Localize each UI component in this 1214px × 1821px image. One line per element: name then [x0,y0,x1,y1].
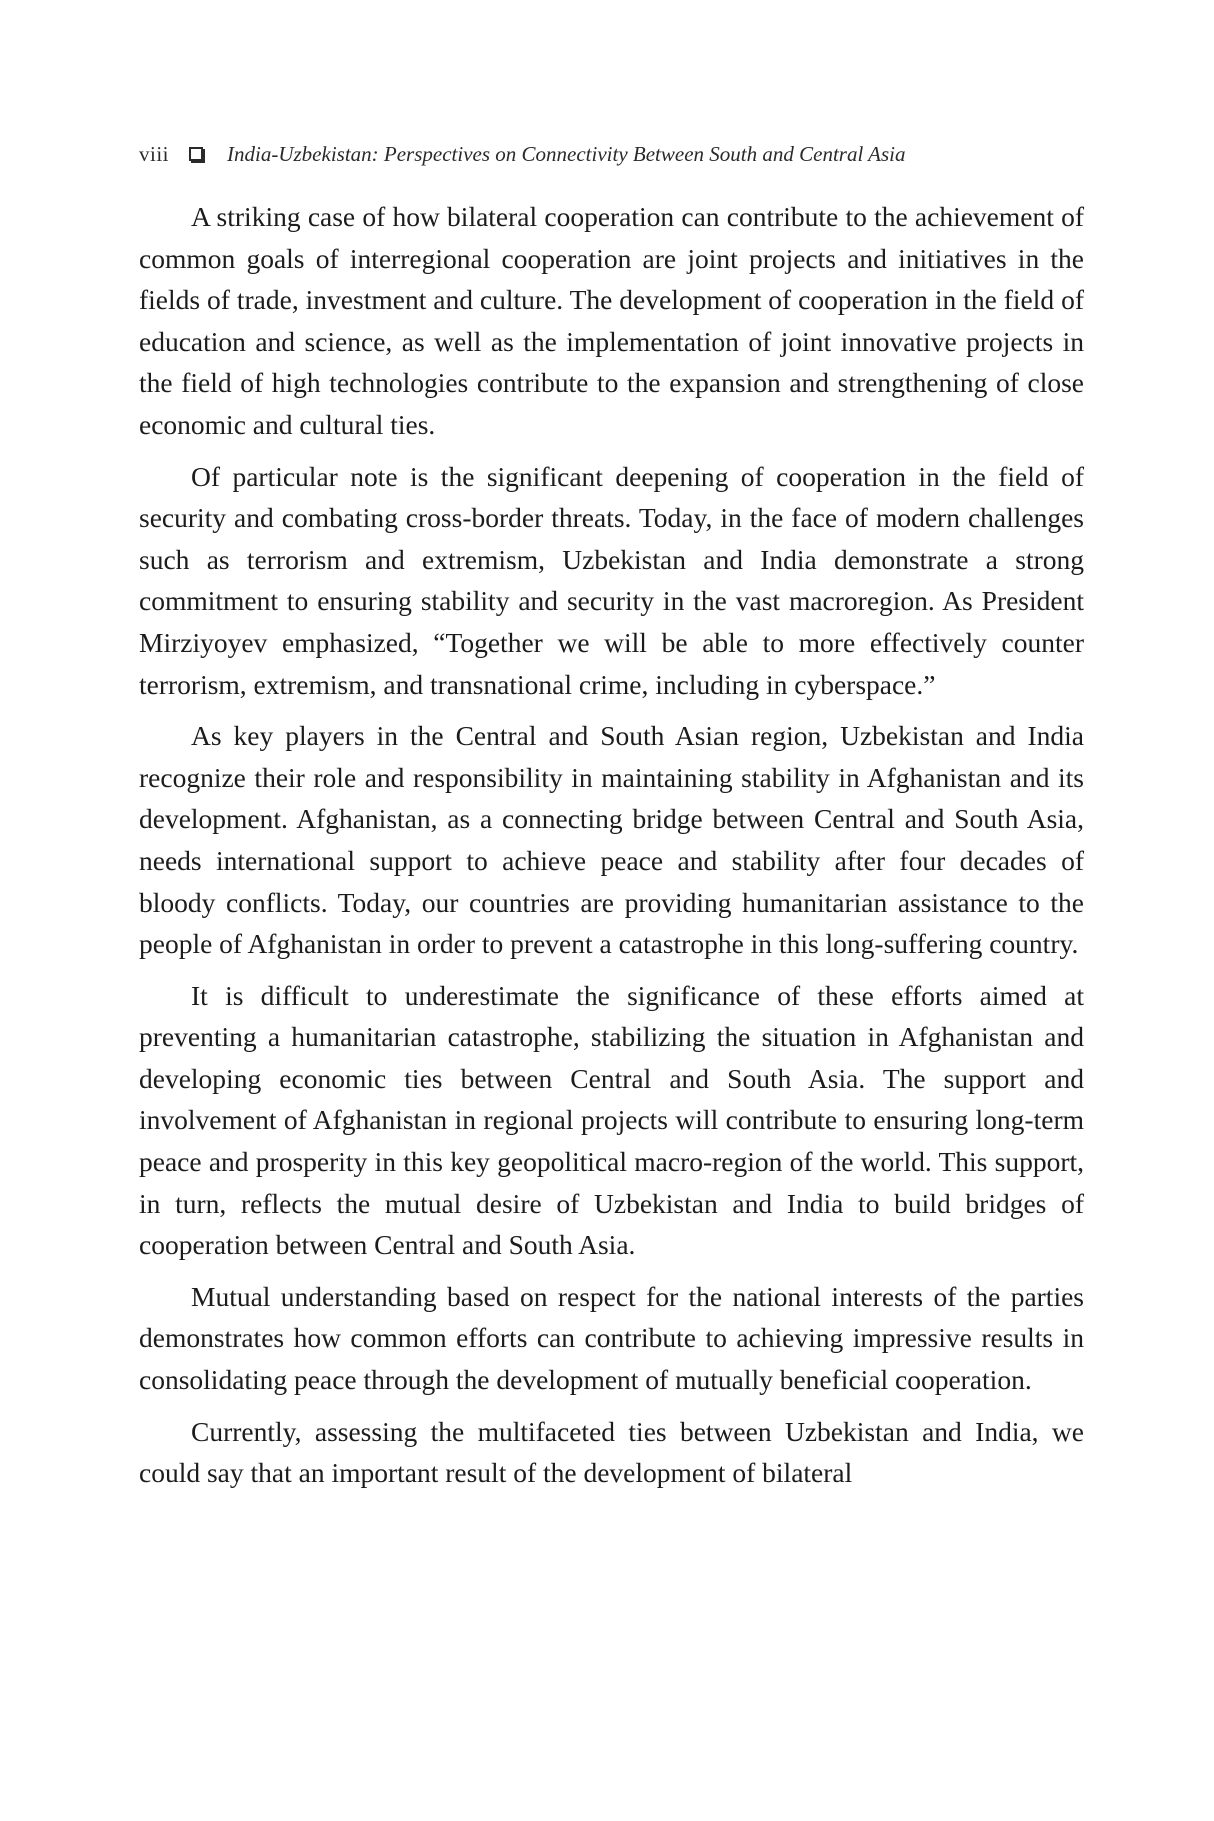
page-number: viii [139,141,170,166]
paragraph: A striking case of how bilateral cooperation can contribute to the achievement of common goals of interregional cooperation are joint projects and initiatives in the fields of trade, investment and culture. The development of cooperation in the field of education and science, as well as the implementation of joint innovative projects in the field of high technologies contribute to the expansion and strengthening of close economic and cultural ties. [139,201,1084,440]
body-text [139,196,1084,1504]
checkbox-square-icon [189,147,203,161]
running-head-title: India-Uzbekistan: Perspectives on Connectivity Between South and Central Asia [227,141,906,166]
paragraph: It is difficult to underestimate the significance of these efforts aimed at preventing a humanitarian catastrophe, stabilizing the situation in Afghanistan and developing economic ties between Central and South Asia. The support and involvement of Afghanistan in regional projects will contribute to ensuring long-term peace and prosperity in this key geopolitical macro-region of the world. This support, in turn, reflects the mutual desire of Uzbekistan and India to build bridges of cooperation between Central and South Asia. [139,979,1084,1261]
running-head [139,137,1079,171]
paragraph: Currently, assessing the multifaceted ties between Uzbekistan and India, we could say that an important result of the development of bilateral [139,1415,1084,1489]
paragraph: As key players in the Central and South Asian region, Uzbekistan and India recognize their role and responsibility in maintaining stability in Afghanistan and its development. Afghanistan, as a connecting bridge between Central and South Asia, needs international support to achieve peace and stability after four decades of bloody conflicts. Today, our countries are providing humanitarian assistance to the people of Afghanistan in order to prevent a catastrophe in this long-suffering country. [139,720,1084,960]
paragraph: Of particular note is the significant deepening of cooperation in the field of security and combating cross-border threats. Today, in the face of modern challenges such as terrorism and extremism, Uzbekistan and India demonstrate a strong commitment to ensuring stability and security in the vast macroregion. As President Mirziyoyev emphasized, “Together we will be able to more effectively counter terrorism, extremism, and transnational crime, including in cyberspace.” [139,460,1084,700]
paragraph: Mutual understanding based on respect for the national interests of the parties demonstrates how common efforts can contribute to achieving impressive results in consolidating peace through the development of mutually beneficial cooperation. [139,1280,1084,1396]
